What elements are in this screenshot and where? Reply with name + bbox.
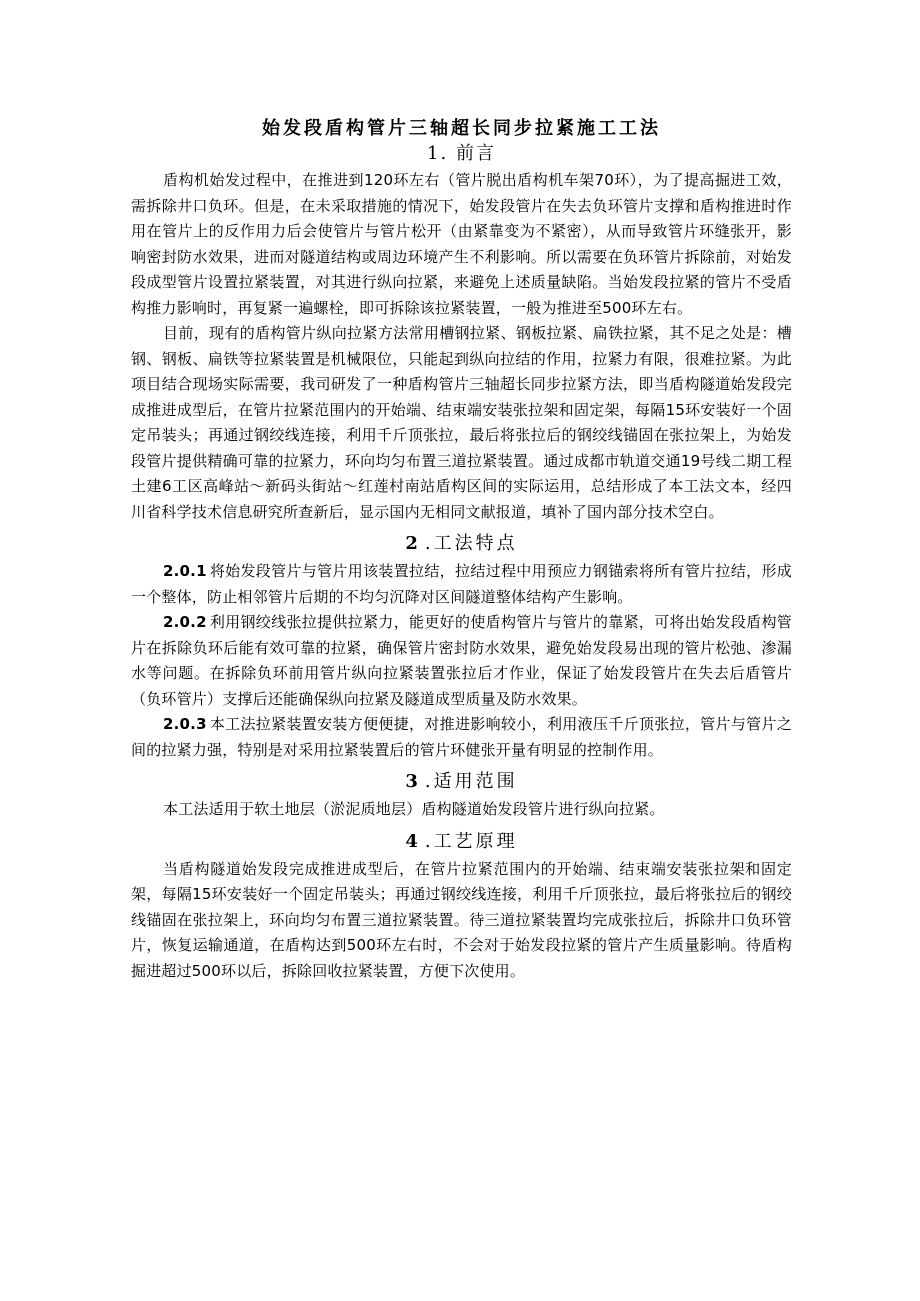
numbered-paragraph <box>131 610 792 712</box>
section-number: 4 <box>405 830 421 852</box>
section-heading-scope <box>131 769 792 795</box>
section-heading-preface: 1. 前言 <box>427 143 496 164</box>
clause-text: 利用钢绞线张拉提供拉紧力，能更好的使盾构管片与管片的靠紧，可将出始发段盾构管片在拆除负环后能有效可靠的拉紧，确保管片密封防水效果，避免始发段易出现的管片松弛、渗漏水等问题。在拆除负环前用管片纵向拉紧装置张拉后才作业，保证了始发段管片在失去后盾管片（负环管片）支撑后还能确保纵向拉紧及隧道成型质量及防水效果。 <box>131 613 792 708</box>
section-heading-principle <box>131 829 792 855</box>
paragraph: 本工法适用于软土地层（淤泥质地层）盾构隧道始发段管片进行纵向拉紧。 <box>163 800 665 818</box>
document-title: 始发段盾构管片三轴超长同步拉紧施工工法 <box>262 118 661 139</box>
numbered-paragraph <box>131 559 792 610</box>
section-heading-features <box>131 531 792 557</box>
clause-number: 2.0.3 <box>163 715 207 733</box>
section-number: 2 <box>405 533 421 554</box>
paragraph: 盾构机始发过程中，在推进到120环左右（管片脱出盾构机车架70环），为了提高掘进工效，需拆除井口负环。但是，在未采取措施的情况下，始发段管片在失去负环管片支撑和盾构推进时作用在管片上的反作用力后会使管片与管片松开（由紧靠变为不紧密），从而导致管片环缝张开，影响密封防水效果，进而对隧道结构或周边环境产生不利影响。所以需要在负环管片拆除前，对始发段成型管片设置拉紧装置，对其进行纵向拉紧，来避免上述质量缺陷。当始发段拉紧的管片不受盾构推力影响时，再复紧一遍螺栓，即可拆除该拉紧装置，一般为推进至500环左右。 <box>131 171 792 317</box>
section-number: 3 <box>405 771 421 792</box>
paragraph: 当盾构隧道始发段完成推进成型后，在管片拉紧范围内的开始端、结束端安装张拉架和固定架，每隔15环安装好一个固定吊装头；再通过钢绞线连接，利用千斤顶张拉，最后将张拉后的钢绞线锚固在张拉架上，环向均匀布置三道拉紧装置。待三道拉紧装置均完成张拉后，拆除井口负环管片，恢复运输通道，在盾构达到500环左右时，不会对于始发段拉紧的管片产生质量影响。待盾构掘进超过500环以后，拆除回收拉紧装置，方便下次使用。 <box>131 859 792 980</box>
section-heading-text: .工艺原理 <box>424 830 518 852</box>
clause-text: 本工法拉紧装置安装方便便捷，对推进影响较小，利用液压千斤顶张拉，管片与管片之间的拉紧力强，特别是对采用拉紧装置后的管片环健张开量有明显的控制作用。 <box>131 715 792 759</box>
clause-number: 2.0.1 <box>163 562 207 580</box>
section-heading-text: .工法特点 <box>424 533 518 554</box>
clause-number: 2.0.2 <box>163 613 207 631</box>
paragraph: 目前，现有的盾构管片纵向拉紧方法常用槽钢拉紧、钢板拉紧、扁铁拉紧，其不足之处是：槽钢、钢板、扁铁等拉紧装置是机械限位，只能起到纵向拉结的作用，拉紧力有限，很难拉紧。为此项目结合现场实际需要，我司研发了一种盾构管片三轴超长同步拉紧方法，即当盾构隧道始发段完成推进成型后，在管片拉紧范围内的开始端、结束端安装张拉架和固定架，每隔15环安装好一个固定吊装头；再通过钢绞线连接，利用千斤顶张拉，最后将张拉后的钢绞线锚固在张拉架上，为始发段管片提供精确可靠的拉紧力，环向均匀布置三道拉紧装置。通过成都市轨道交通19号线二期工程土建6工区高峰站～新码头街站～红莲村南站盾构区间的实际运用，总结形成了本工法文本，经四川省科学技术信息研究所查新后，显示国内无相同文献报道，填补了国内部分技术空白。 <box>131 324 792 521</box>
section-heading-text: .适用范围 <box>424 771 518 792</box>
numbered-paragraph <box>131 712 792 763</box>
clause-text: 将始发段管片与管片用该装置拉结，拉结过程中用预应力钢锚索将所有管片拉结，形成一个整体，防止相邻管片后期的不均匀沉降对区间隧道整体结构产生影响。 <box>131 562 792 606</box>
